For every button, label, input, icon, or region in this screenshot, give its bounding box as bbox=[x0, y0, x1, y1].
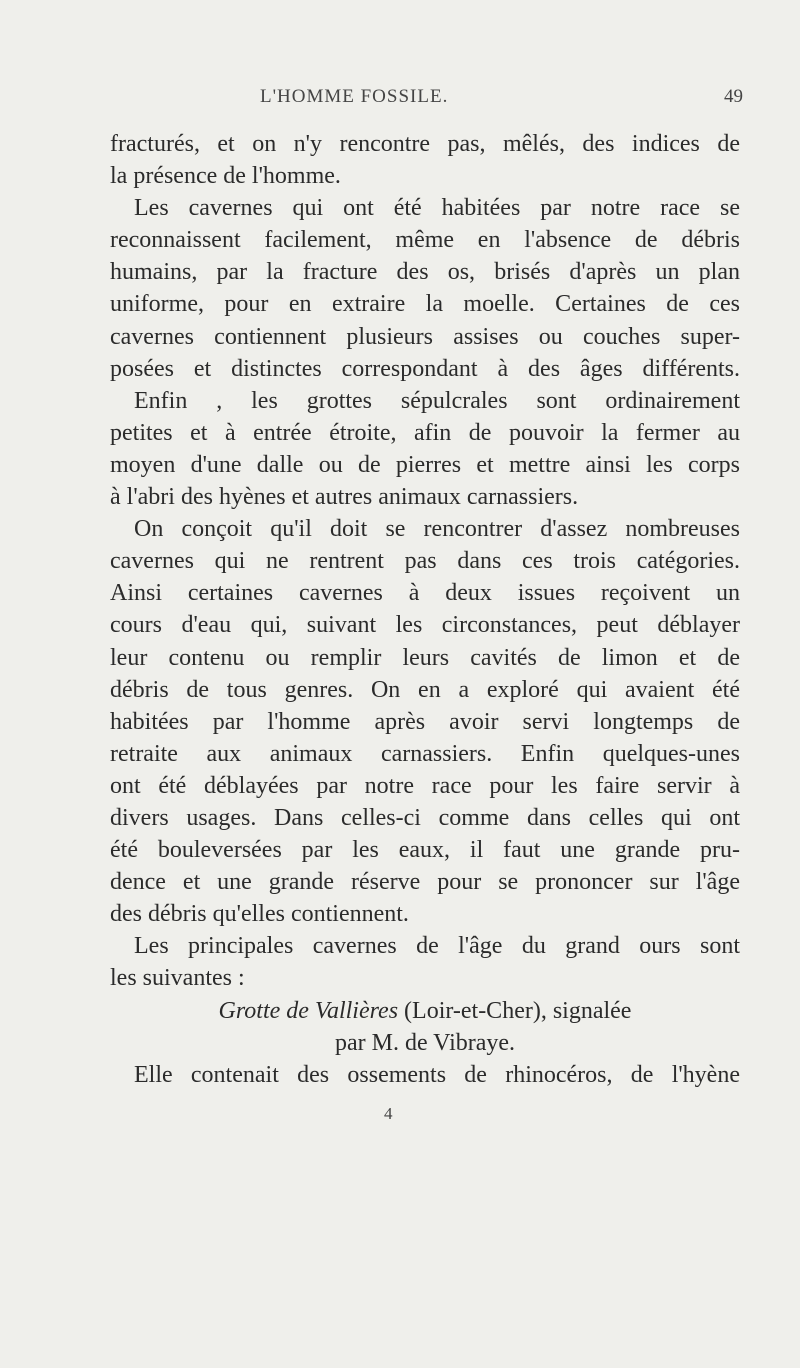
text-line: habitées par l'homme après avoir servi longtemps de bbox=[110, 708, 740, 735]
text-line: reconnaissent facilement, même en l'absence de débris bbox=[110, 227, 740, 254]
text-line: petites et à entrée étroite, afin de pouvoir la fermer au bbox=[110, 419, 740, 446]
text-line: fracturés, et on n'y rencontre pas, mêlés, des indices de bbox=[110, 131, 740, 157]
text-line: des débris qu'elles contiennent. bbox=[110, 901, 409, 928]
body-text bbox=[110, 128, 740, 1091]
signature-mark: 4 bbox=[384, 1104, 393, 1123]
text-line: la présence de l'homme. bbox=[110, 163, 341, 190]
text-line: On conçoit qu'il doit se rencontrer d'assez nombreuses bbox=[134, 516, 740, 543]
grotte-location: (Loir-et-Cher), signalée bbox=[398, 997, 632, 1024]
text-line: cavernes contiennent plusieurs assises ou couches super- bbox=[110, 323, 740, 350]
text-line: débris de tous genres. On en a exploré qui avaient été bbox=[110, 676, 740, 703]
text-line: été bouleversées par les eaux, il faut une grande pru- bbox=[110, 837, 740, 864]
text-line: divers usages. Dans celles-ci comme dans celles qui ont bbox=[110, 804, 740, 831]
text-line: Elle contenait des ossements de rhinocéros, de l'hyène bbox=[134, 1061, 740, 1088]
text-line: ont été déblayées par notre race pour les faire servir à bbox=[110, 772, 740, 799]
text-line: Les principales cavernes de l'âge du grand ours sont bbox=[134, 933, 740, 960]
grotte-name: Grotte de Vallières bbox=[218, 997, 399, 1024]
text-line: humains, par la fracture des os, brisés d'après un plan bbox=[110, 259, 740, 286]
page-header bbox=[0, 86, 800, 116]
text-line: Les cavernes qui ont été habitées par notre race se bbox=[134, 195, 740, 222]
running-title: L'HOMME FOSSILE. bbox=[260, 86, 449, 107]
text-line: les suivantes : bbox=[110, 965, 245, 992]
text-line: Enfin , les grottes sépulcrales sont ordinairement bbox=[134, 387, 740, 414]
text-line: cours d'eau qui, suivant les circonstances, peut déblayer bbox=[110, 612, 740, 639]
grotte-credit: par M. de Vibraye. bbox=[334, 1029, 516, 1056]
text-line: posées et distinctes correspondant à des âges différents. bbox=[110, 355, 740, 382]
text-line: leur contenu ou remplir leurs cavités de limon et de bbox=[110, 644, 740, 671]
text-line: moyen d'une dalle ou de pierres et mettre ainsi les corps bbox=[110, 451, 740, 478]
text-line: Ainsi certaines cavernes à deux issues reçoivent un bbox=[110, 580, 740, 607]
text-line: dence et une grande réserve pour se prononcer sur l'âge bbox=[110, 869, 740, 896]
page-number: 49 bbox=[724, 86, 743, 107]
grotte-heading bbox=[110, 995, 740, 1027]
text-line: retraite aux animaux carnassiers. Enfin quelques-unes bbox=[110, 740, 740, 767]
text-line: cavernes qui ne rentrent pas dans ces trois catégories. bbox=[110, 548, 740, 575]
text-line: à l'abri des hyènes et autres animaux carnassiers. bbox=[110, 484, 579, 511]
text-line: uniforme, pour en extraire la moelle. Certaines de ces bbox=[110, 291, 740, 318]
